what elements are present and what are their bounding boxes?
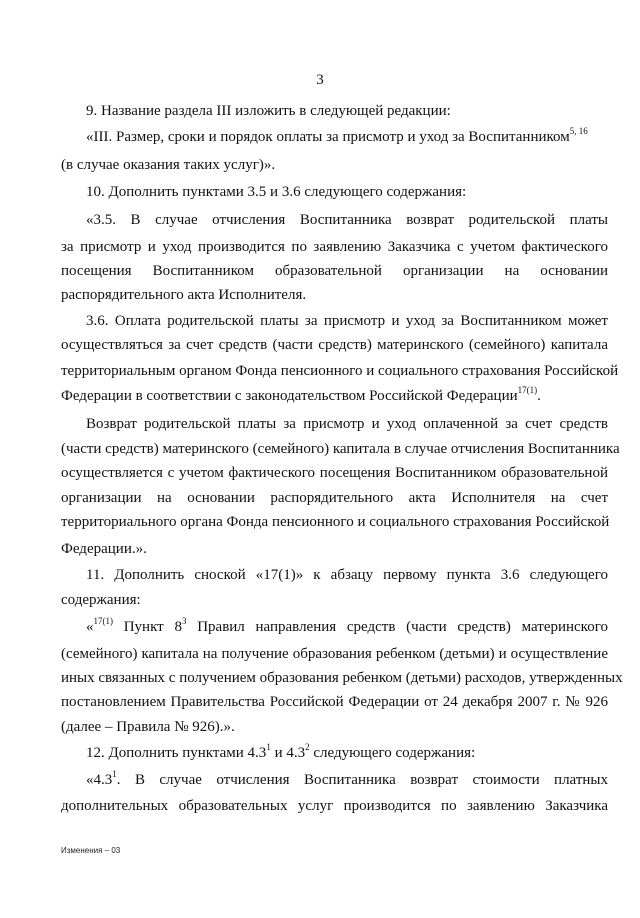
refund-para-line-4: организации на основании распорядительного акта Исполнителя на счет: [61, 490, 608, 506]
item-11-line-2: содержания:: [61, 592, 141, 608]
refund-para-line-6: Федерации.».: [61, 541, 147, 557]
clause-3-6-line-4-text: Федерации в соответствии с законодательством Российской Федерации: [61, 388, 518, 404]
clause-3-6-line-1: 3.6. Оплата родительской платы за присмотр и уход за Воспитанником может: [86, 313, 608, 329]
item-12-b: и 4.3: [270, 745, 306, 761]
superscript: 1: [112, 769, 117, 779]
footnote-text-line-4: постановлением Правительства Российской Федерации от 24 декабря 2007 г. № 926: [61, 694, 608, 710]
footnote-ref: 17(1): [517, 385, 538, 395]
superscript: 1: [266, 742, 271, 752]
clause-3-6-line-4: [61, 385, 541, 405]
item-12-a: 12. Дополнить пунктами 4.3: [86, 745, 267, 761]
item-12-line: [86, 742, 476, 762]
section-title-text: «III. Размер, сроки и порядок оплаты за присмотр и уход за Воспитанником: [86, 129, 570, 145]
footnote-text-line-5: (далее – Правила № 926).».: [61, 719, 235, 735]
clause-3-6-line-3: территориальным органом Фонда пенсионного и социального страхования Российской: [61, 363, 619, 379]
superscript: 3: [181, 616, 187, 626]
page-number: 3: [316, 72, 324, 88]
refund-para-line-1: Возврат родительской платы за присмотр и уход оплаченной за счет средств: [86, 416, 608, 432]
item-12-c: следующего содержания:: [309, 745, 476, 761]
item-9-line: 9. Название раздела III изложить в следующей редакции:: [86, 103, 451, 119]
footnote-open-quote: «: [86, 619, 94, 635]
clause-3-5-line-1: «3.5. В случае отчисления Воспитанника возврат родительской платы: [86, 212, 608, 228]
footnote-text-line-1: [86, 616, 608, 636]
clause-3-5-line-4: распорядительного акта Исполнителя.: [61, 287, 307, 303]
clause-3-6-line-2: осуществляться за счет средств (части средств) материнского (семейного) капитала: [61, 337, 608, 353]
superscript: 2: [305, 742, 310, 752]
footnote-line-1b: Правил направления средств (части средств) материнского: [186, 619, 608, 635]
clause-4-3-1-line-2: дополнительных образовательных услуг производится по заявлению Заказчика: [61, 798, 608, 814]
clause-3-5-line-3: посещения Воспитанником образовательной организации на основании: [61, 263, 608, 279]
clause-4-3-1-line-1: [86, 769, 608, 789]
footer-revision-label: Изменения – 03: [61, 846, 121, 855]
footnote-ref: 5, 16: [569, 126, 588, 136]
item-9-section-title-cont: (в случае оказания таких услуг)».: [61, 157, 276, 173]
refund-para-line-3: осуществляется с учетом фактического посещения Воспитанником образовательной: [61, 465, 608, 481]
refund-para-line-5: территориального органа Фонда пенсионного и социального страхования Российской: [61, 514, 610, 530]
clause-3-5-line-2: за присмотр и уход производится по заявлению Заказчика с учетом фактического: [61, 239, 608, 255]
footnote-text-line-3: иных связанных с получением образования ребенком (детьми) расходов, утвержденных: [61, 670, 623, 686]
clause-4-3-1-a: «4.3: [86, 772, 113, 788]
refund-para-line-2: (части средств) материнского (семейного) капитала в случае отчисления Воспитанника: [61, 441, 620, 457]
item-10-line: 10. Дополнить пунктами 3.5 и 3.6 следующего содержания:: [86, 184, 467, 200]
footnote-text-line-2: (семейного) капитала на получение образования ребенком (детьми) и осуществление: [61, 646, 608, 662]
footnote-marker: 17(1): [93, 616, 113, 626]
clause-4-3-1-b: . В случае отчисления Воспитанника возврат стоимости платных: [116, 772, 608, 788]
item-11-line-1: 11. Дополнить сноской «17(1)» к абзацу первому пункта 3.6 следующего: [86, 567, 608, 583]
clause-3-6-line-4-end: .: [537, 388, 541, 404]
item-9-section-title: [86, 126, 588, 146]
footnote-line-1a: Пункт 8: [113, 619, 182, 635]
